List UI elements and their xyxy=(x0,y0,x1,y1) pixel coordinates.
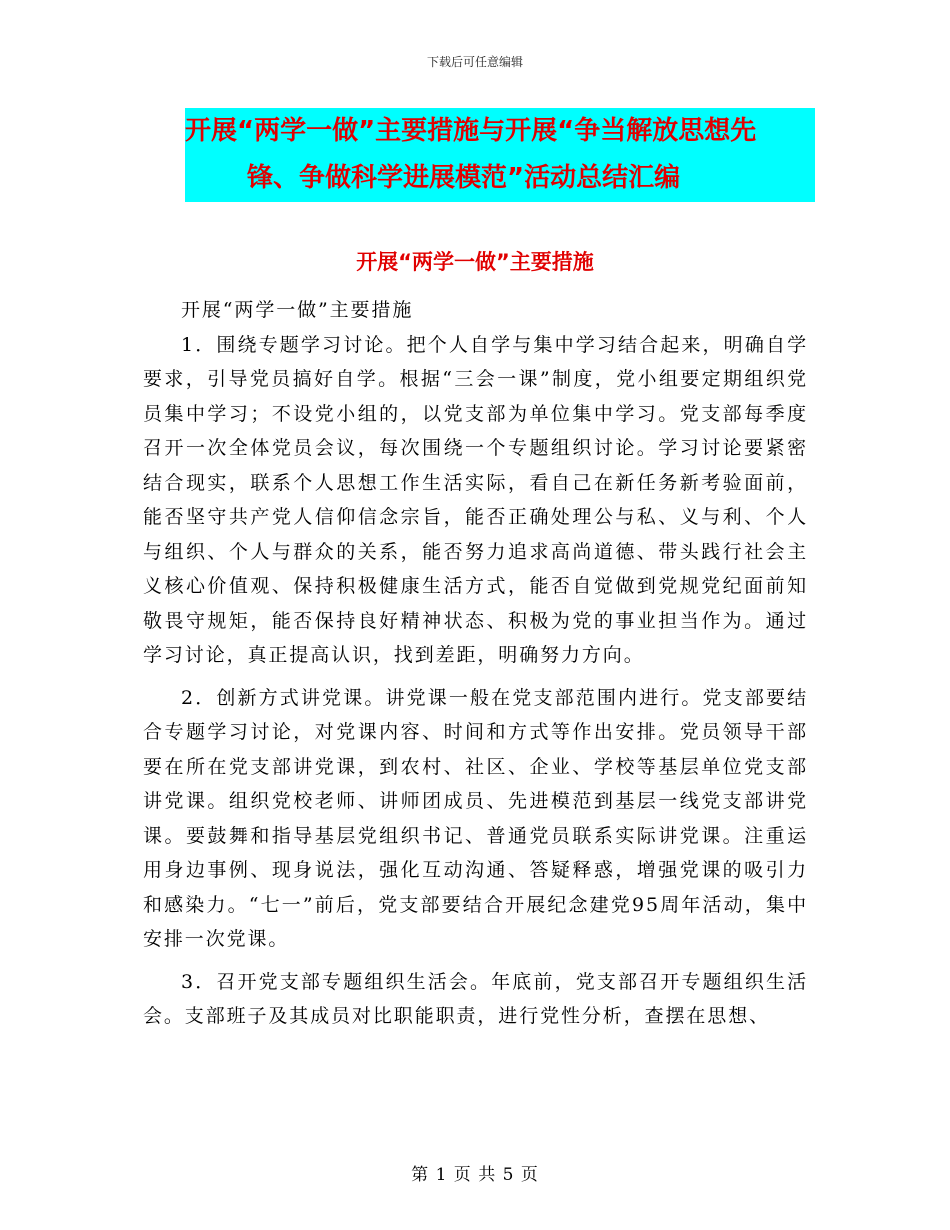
document-title-line-1: 开展“两学一做”主要措施与开展“争当解放思想先 xyxy=(185,108,815,155)
paragraph-intro: 开展“两学一做”主要措施 xyxy=(181,299,414,321)
document-title-line-2: 锋、争做科学进展模范”活动总结汇编 xyxy=(185,155,815,202)
paragraph-item-1: 1．围绕专题学习讨论。把个人自学与集中学习结合起来，明确自学要求，引导党员搞好自学。根据“三会一课”制度，党小组要定期组织党员集中学习；不设党小组的，以党支部为单位集中学习。党支部每季度召开一次全体党员会议，每次围绕一个专题组织讨论。学习讨论要紧密结合现实，联系个人思想工作生活实际，看自己在新任务新考验面前，能否坚守共产党人信仰信念宗旨，能否正确处理公与私、义与利、个人与组织、个人与群众的关系，能否努力追求高尚道德、带头践行社会主义核心价值观、保持积极健康生活方式，能否自觉做到党规党纪面前知敬畏守规矩，能否保持良好精神状态、积极为党的事业担当作为。通过学习讨论，真正提高认识，找到差距，明确努力方向。 xyxy=(143,333,808,666)
paragraph-item-3: 3．召开党支部专题组织生活会。年底前，党支部召开专题组织生活会。支部班子及其成员对比职能职责，进行党性分析，查摆在思想、 xyxy=(143,970,808,1027)
document-body xyxy=(143,293,808,1034)
section-title: 开展“两学一做”主要措施 xyxy=(356,250,594,274)
page-footer: 第 1 页 共 5 页 xyxy=(411,1165,539,1185)
paragraph-item-2: 2．创新方式讲党课。讲党课一般在党支部范围内进行。党支部要结合专题学习讨论，对党课内容、时间和方式等作出安排。党员领导干部要在所在党支部讲党课，到农村、社区、企业、学校等基层单位党支部讲党课。组织党校老师、讲师团成员、先进模范到基层一线党支部讲党课。要鼓舞和指导基层党组织书记、普通党员联系实际讲党课。注重运用身边事例、现身说法，强化互动沟通、答疑释惑，增强党课的吸引力和感染力。“七一”前后，党支部要结合开展纪念建党95周年活动，集中安排一次党课。 xyxy=(143,686,808,950)
page-header-note: 下载后可任意编辑 xyxy=(426,55,523,69)
document-title xyxy=(185,108,815,202)
